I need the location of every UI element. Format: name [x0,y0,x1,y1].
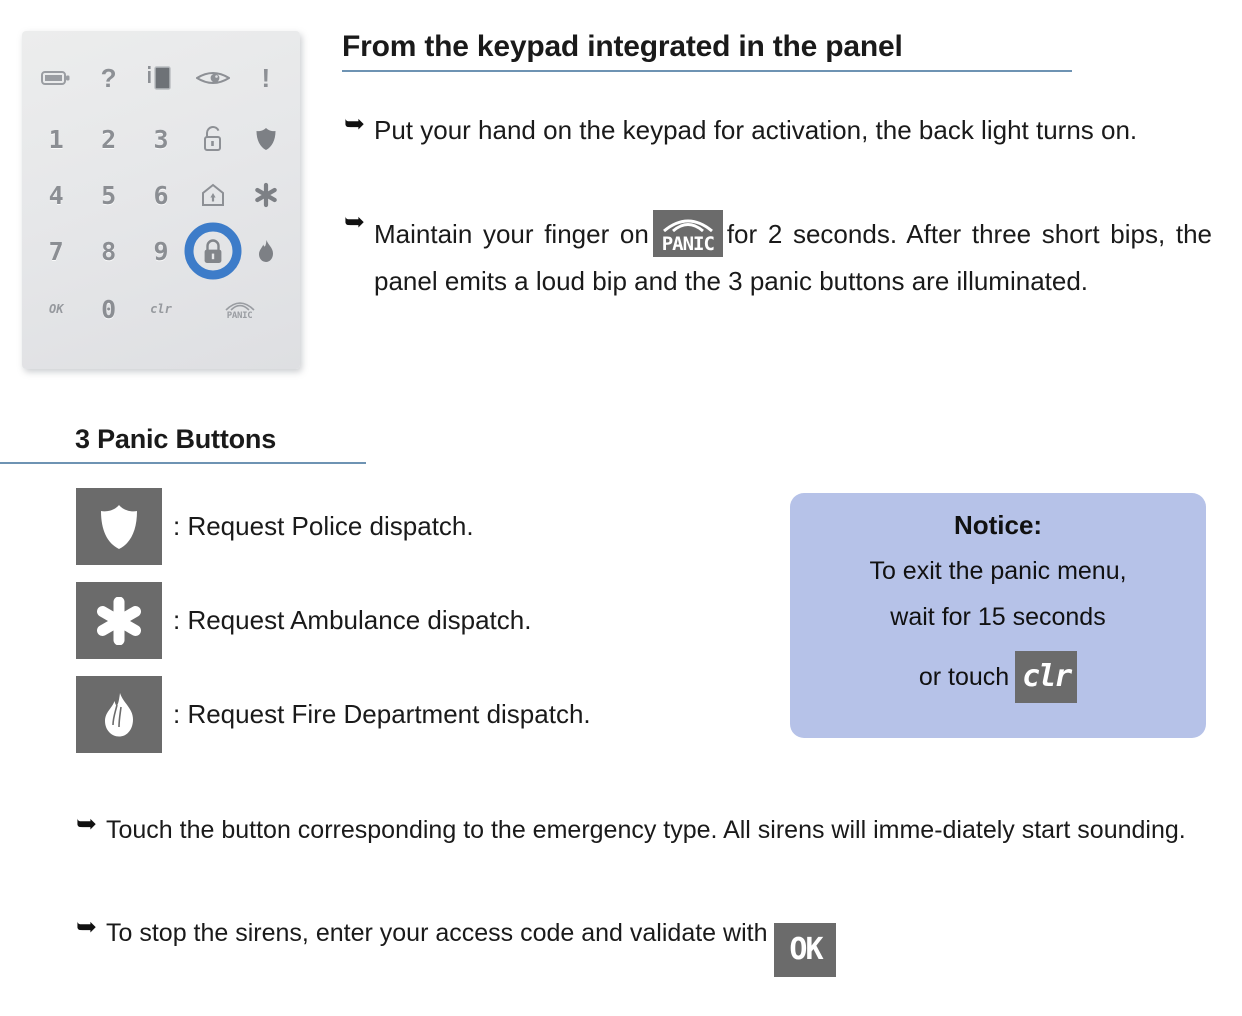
section-heading-panic-buttons [0,424,366,464]
key-label: 9 [153,236,169,266]
keypad-key-clr[interactable] [135,279,187,339]
bullet-text: Put your hand on the keypad for activation, the back light turns on. [374,115,1138,145]
panic-arcs-icon [660,214,716,232]
heading-text: From the keypad integrated in the panel [342,30,903,63]
exclamation-icon: ! [261,63,271,93]
key-label: 1 [48,124,64,154]
section-heading-keypad [342,30,1072,72]
keypad-key-panic[interactable] [187,279,292,339]
police-shield-icon[interactable] [76,488,162,565]
arrow-bullet-icon: ➥ [344,208,365,236]
keypad-key-6[interactable] [135,167,187,223]
question-icon: ? [100,63,117,93]
key-label: 8 [101,236,117,266]
bullet-text [106,915,1216,977]
key-label: 3 [153,124,169,154]
list-item [76,582,736,659]
keypad-key-4[interactable] [30,167,82,223]
panic-arcs-icon [223,298,257,311]
panic-key-label: PANIC [661,233,714,255]
home-icon[interactable] [187,167,239,223]
key-label: 4 [48,180,64,210]
arrow-bullet-icon: ➥ [344,110,365,138]
info-icon [135,45,187,111]
key-label: clr [150,302,172,316]
keypad-key-7[interactable] [30,223,82,279]
bullet-activation [344,112,1214,149]
list-item [76,488,736,565]
key-label: PANIC [226,310,253,321]
clr-key-icon[interactable] [1015,651,1077,703]
bullet-text: Touch the button corresponding to the emergency type. All sirens will imme-diately start sounding. [106,816,1186,844]
arrow-bullet-icon: ➥ [76,810,97,838]
panic-key-icon[interactable] [653,210,723,257]
key-label: 2 [101,124,117,154]
clr-key-label: clr [1022,659,1071,694]
notice-title: Notice: [953,510,1043,540]
notice-line-3-text: or touch [918,662,1010,691]
keypad-key-3[interactable] [135,111,187,167]
panic-buttons-list [76,488,736,770]
keypad-key-8[interactable] [82,223,134,279]
keypad-key-0[interactable] [82,279,134,339]
notice-line-3 [804,651,1192,703]
key-label: OK [48,302,64,316]
keypad-key-2[interactable] [82,111,134,167]
key-label: 0 [101,294,117,324]
ok-key-label: OK [789,932,822,967]
bullet-text-pre: To stop the sirens, enter your access code and validate with [106,919,768,947]
notice-box [790,493,1206,738]
heading-underline [0,462,366,464]
list-item-label: : Request Ambulance dispatch. [173,605,532,635]
bullet-maintain-panic [344,210,1212,305]
keypad-key-9[interactable] [135,223,187,279]
flame-icon[interactable] [240,223,292,279]
asterisk-icon[interactable] [240,167,292,223]
shield-icon[interactable] [240,111,292,167]
keypad-key-ok[interactable] [30,279,82,339]
keypad-key-1[interactable] [30,111,82,167]
bullet-text-pre: Maintain your finger on [374,219,649,249]
bullet-text [374,210,1212,305]
lock-icon[interactable] [187,223,239,279]
eye-icon [187,45,239,111]
heading-underline [342,70,1072,72]
arrow-bullet-icon: ➥ [76,913,97,941]
bullet-text-post: for 2 seconds. After three short bips, the panel emits a loud bip and the 3 panic buttons are illuminated. [374,219,1212,296]
list-item [76,676,736,753]
notice-line-2: wait for 15 seconds [890,603,1106,631]
keypad-panel-image [22,31,300,369]
key-label: 6 [153,180,169,210]
list-item-label: : Request Fire Department dispatch. [173,699,591,729]
list-item-label: : Request Police dispatch. [173,511,474,541]
key-label: 5 [101,180,117,210]
notice-line-1: To exit the panic menu, [869,557,1127,585]
key-label: 7 [48,236,64,266]
heading-text: 3 Panic Buttons [75,424,277,454]
ok-key-icon[interactable] [774,923,836,977]
keypad-grid [22,31,300,369]
fire-flame-icon[interactable] [76,676,162,753]
unlock-icon[interactable] [187,111,239,167]
medical-asterisk-icon[interactable] [76,582,162,659]
keypad-key-5[interactable] [82,167,134,223]
bullet-stop-sirens [76,915,1216,977]
bullet-touch-button [76,812,1216,848]
battery-icon [30,45,82,111]
